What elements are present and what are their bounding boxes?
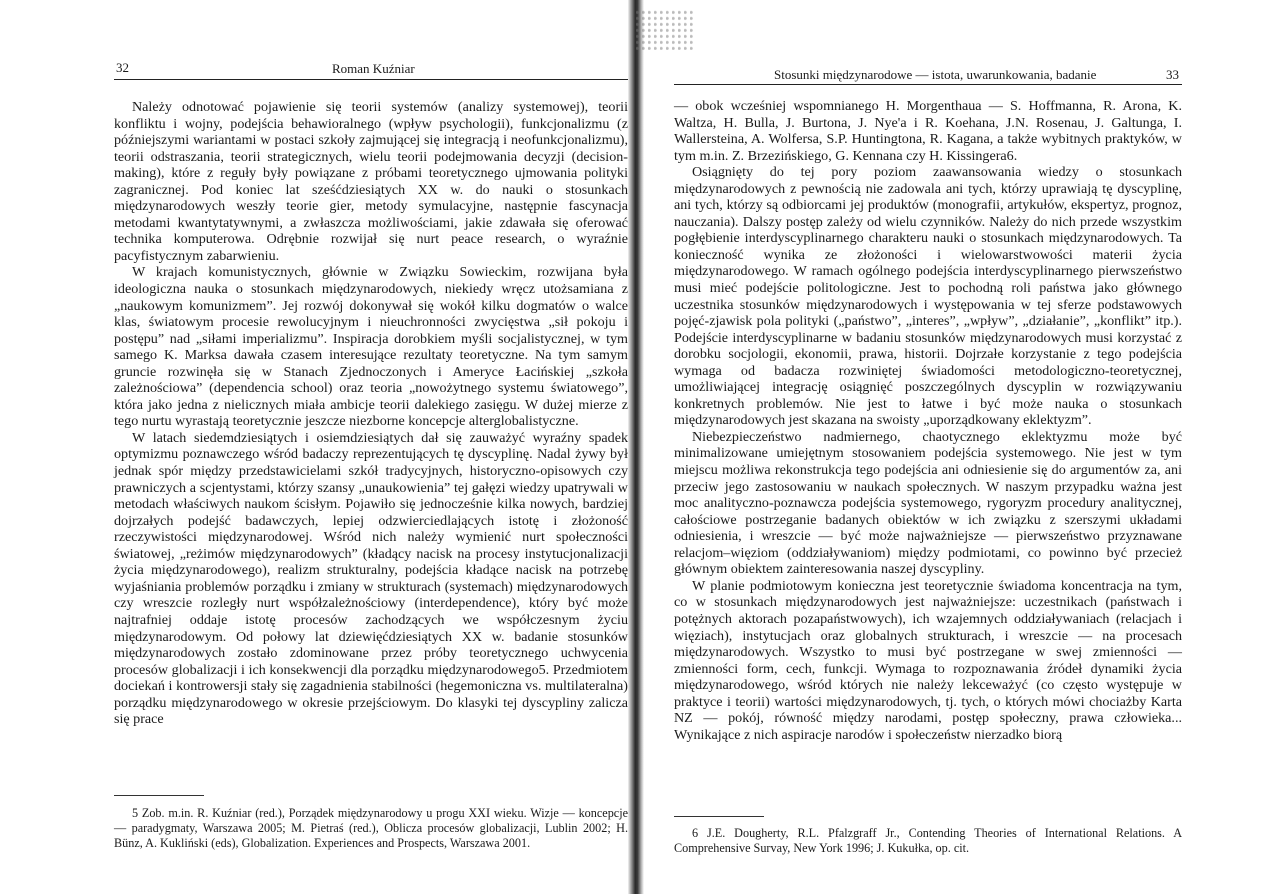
footnote — [114, 806, 628, 850]
running-head: Stosunki międzynarodowe — istota, uwarunkowania, badanie — [774, 67, 1097, 82]
footnote — [674, 826, 1182, 856]
paragraph: Należy odnotować pojawienie się teorii systemów (analizy systemowej), teorii konfliktu i wojny, podejścia behawioralnego (wpływ psychologii), funkcjonalizmu (z późniejszymi wariantami w postaci szkoły zajmującej się integracją i neofunkcjonalizmu), teorii odstraszania, teorii strategicznych, wielu teorii podejmowania decyzji (decision-making), które z reguły były powiązane z próbami teoretycznego ujmowania polityki zagranicznej. Pod koniec lat sześćdziesiątych XX w. do nauki o stosunkach międzynarodowych weszły teorie gier, metody symulacyjne, następnie fascynacja metodami kwantytatywnymi, a zwłaszcza możliwościami, jakie zdawała się oferować technika komputerowa. Odrębnie rozwijał się nurt peace research, o wyraźnie pacyfistycznym zabarwieniu. — [114, 99, 628, 264]
footnote-rule — [114, 795, 204, 796]
footnote-text: 6 J.E. Dougherty, R.L. Pfalzgraff Jr., Contending Theories of International Relations. A Comprehensive Survay, New York 1996; J. Kukułka, op. cit. — [674, 826, 1182, 855]
paragraph: — obok wcześniej wspomnianego H. Morgenthaua — S. Hoffmanna, R. Arona, K. Waltza, H. Bulla, J. Burtona, J. Nye'a i R. Koehana, J.N. Rosenau, J. Galtunga, I. Wallersteina, A. Wolfersa, S.P. Huntingtona, R. Kagana, a także wybitnych praktyków, w tym m.in. Z. Brzezińskiego, G. Kennana czy H. Kissingera6. — [674, 98, 1182, 164]
paragraph: W planie podmiotowym konieczna jest teoretycznie świadoma koncentracja na tym, co w stosunkach międzynarodowych jest najważniejsze: uczestnikach (państwach i potężnych aktorach pozapaństwowych), ich wzajemnych oddziaływaniach (relacjach i więziach), instytucjach oraz globalnych strukturach, i wreszcie — na procesach międzynarodowych. Wszystko to musi być postrzegane w swej zmienności — zmienności form, cech, funkcji. Wymaga to rozpoznawania źródeł dynamiki życia międzynarodowego, wśród których nie należy lekceważyć (co często występuje w praktyce i teorii) wartości międzynarodowych, tj. tych, o których mówi chociażby Karta NZ — pokój, równość między narodami, postęp społeczny, prawa człowieka... Wynikające z nich aspiracje narodów i społeczeństw nierzadko biorą — [674, 577, 1182, 743]
header-rule — [674, 84, 1182, 85]
paragraph: Osiągnięty do tej pory poziom zaawansowania wiedzy o stosunkach międzynarodowych z pewnością nie zadowala ani tych, którzy uprawiają tę dyscyplinę, ani tych, którzy są odbiorcami jej produktów (monografii, artykułów, ekspertyz, prognoz, nauczania). Dalszy postęp zależy od wielu czynników. Należy do nich przede wszystkim pogłębienie interdyscyplinarnego charakteru nauki o stosunkach międzynarodowych. Ta konieczność wynika ze złożoności i wielowarstwowości materii życia międzynarodowego. W ramach ogólnego podejścia interdyscyplinarnego pierwszeństwo musi mieć podejście politologiczne. Jest to pochodną roli państwa jako głównego uczestnika stosunków międzynarodowych i występowania w tej sferze podstawowych pojęć-zjawisk pola polityki („państwo”, „interes”, „wpływ”, „działanie”, „konflikt” itp.). Podejście interdyscyplinarne w badaniu stosunków międzynarodowych musi korzystać z dorobku socjologii, ekonomii, prawa, historii. Dojrzałe korzystanie z tego podejścia wymaga od badacza rozwiniętej świadomości metodologiczno-teoretycznej, umożliwiającej integrację osiągnięć poszczególnych dyscyplin w rozwiązywaniu konkretnych problemów. Nie jest to łatwe i być może nauka o stosunkach międzynarodowych jest skazana na swoisty „uporządkowany eklektyzm”. — [674, 164, 1182, 429]
footnote-text: 5 Zob. m.in. R. Kuźniar (red.), Porządek międzynarodowy u progu XXI wieku. Wizje — koncepcje — paradygmaty, Warszawa 2005; M. Pietraś (red.), Oblicza procesów globalizacji, Lublin 2002; H. Bünz, A. Kukliński (eds), Globalization. Experiences and Prospects, Warszawa 2001. — [114, 806, 628, 850]
body-text — [114, 99, 628, 728]
footnote-rule — [674, 816, 764, 817]
header-rule — [114, 79, 628, 80]
paragraph: Niebezpieczeństwo nadmiernego, chaotycznego eklektyzmu może być minimalizowane umiejętnym stosowaniem podejścia systemowego. Nie jest w tym miejscu możliwa rekonstrukcja tego podejścia ani odniesienie się do argumentów za, ani przeciw jego zastosowaniu w naukach społecznych. W naszym przypadku ważna jest moc analityczno-poznawcza podejścia systemowego, rygoryzm procedury analitycznej, całościowe postrzeganie badanych obiektów w ich związku z szerszymi układami odniesienia, i wreszcie — być może najważniejsze — pierwszeństwo przyznawane relacjom–więziom (oddziaływaniom) między podmiotami, co powinno być przecież głównym obiektem zainteresowania naszej dyscypliny. — [674, 428, 1182, 578]
page-number: 33 — [1166, 67, 1179, 82]
running-head: Roman Kuźniar — [332, 61, 415, 76]
page-number: 32 — [116, 60, 129, 75]
body-text — [674, 98, 1182, 743]
paragraph: W krajach komunistycznych, głównie w Związku Sowieckim, rozwijana była ideologiczna nauka o stosunkach międzynarodowych, niekiedy wręcz utożsamiana z „naukowym komunizmem”. Jej rozwój dokonywał się wokół kilku dogmatów o walce klas, światowym procesie rewolucyjnym i nieuchronności zwycięstwa „sił pokoju i postępu” nad „siłami imperializmu”. Inspiracja dorobkiem myśli socjalistycznej, w tym samego K. Marksa dawała czasem interesujące rezultaty teoretyczne. Na tym samym gruncie rozwinęła się w Stanach Zjednoczonych i Ameryce Łacińskiej „szkoła zależnościowa” (dependencia school) oraz teoria „nowożytnego systemu światowego”, która jako jedna z nielicznych miała ambicje teorii dalekiego zasięgu. W dużej mierze z tego nurtu wyrastają teoretycznie jeszcze niezborne koncepcje alterglobalistyczne. — [114, 264, 628, 430]
paragraph: W latach siedemdziesiątych i osiemdziesiątych dał się zauważyć wyraźny spadek optymizmu poznawczego wśród badaczy reprezentujących tę dyscyplinę. Nadal żywy był jednak spór między przedstawicielami szkół tradycyjnych, historyczno-opisowych czy prawniczych a scjentystami, którzy szansy „unaukowienia” tej gałęzi wiedzy upatrywali w metodach właściwych naukom ścisłym. Pojawiło się jednocześnie kilka nowych, bardziej dojrzałych podejść badawczych, lepiej odzwierciedlających istotę i złożoność rzeczywistości międzynarodowej. Wśród nich należy wymienić nurt społeczności światowej, „reżimów międzynarodowych” (kładący nacisk na procesy instytucjonalizacji życia międzynarodowego), realizm strukturalny, podejścia kładące nacisk na potrzebę wyjaśniania problemów porządku i zmiany w strukturach (systemach) międzynarodowych czy wreszcie rozległy nurt współzależnościowy (interdependence), który być może najtrafniej oddaje istotę procesów zachodzących we współczesnym życiu międzynarodowym. Od połowy lat dziewięćdziesiątych XX w. badanie stosunków międzynarodowych zostało zdominowane przez próby teoretycznego uchwycenia procesów globalizacji i ich konsekwencji dla porządku międzynarodowego5. Przedmiotem dociekań i kontrowersji stały się zagadnienia stabilności (hegemoniczna vs. multilateralna) porządku międzynarodowego w okresie przejściowym. Do klasyki tej dyscypliny zalicza się prace — [114, 429, 628, 728]
right-page — [640, 0, 1262, 894]
